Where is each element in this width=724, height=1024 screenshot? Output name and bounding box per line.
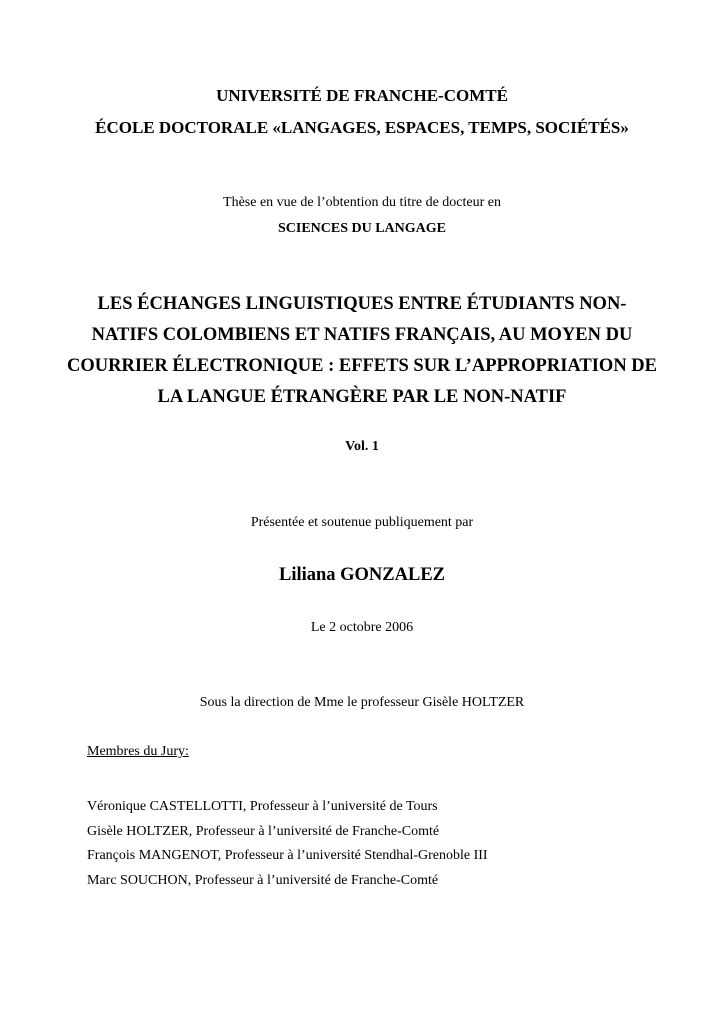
thesis-title-line: LES ÉCHANGES LINGUISTIQUES ENTRE ÉTUDIANTS NON- [97, 294, 627, 314]
thesis-intro: Thèse en vue de l’obtention du titre de docteur en [223, 195, 501, 210]
thesis-title-line: COURRIER ÉLECTRONIQUE : EFFETS SUR L’APPROPRIATION DE [66, 356, 658, 376]
volume-number: Vol. 1 [345, 439, 379, 454]
thesis-director: Sous la direction de Mme le professeur Gisèle HOLTZER [199, 695, 525, 710]
thesis-discipline: SCIENCES DU LANGAGE [277, 221, 447, 236]
thesis-title-line: LA LANGUE ÉTRANGÈRE PAR LE NON-NATIF [157, 387, 567, 407]
university-name: UNIVERSITÉ DE FRANCHE-COMTÉ [216, 86, 508, 105]
jury-member: Gisèle HOLTZER, Professeur à l’université de Franche-Comté [87, 823, 440, 839]
doctoral-school-name: ÉCOLE DOCTORALE «LANGAGES, ESPACES, TEMPS, SOCIÉTÉS» [95, 118, 629, 137]
jury-member: Véronique CASTELLOTTI, Professeur à l’université de Tours [87, 799, 438, 814]
jury-member: Marc SOUCHON, Professeur à l’université de Franche-Comté [87, 872, 439, 888]
jury-member-list [87, 795, 488, 893]
thesis-title-line: NATIFS COLOMBIENS ET NATIFS FRANÇAIS, AU MOYEN DU [91, 325, 633, 345]
presented-by-label: Présentée et soutenue publiquement par [250, 515, 474, 530]
author-name: Liliana GONZALEZ [278, 565, 446, 585]
jury-heading: Membres du Jury: [87, 744, 189, 759]
thesis-title [0, 289, 724, 413]
jury-member: François MANGENOT, Professeur à l’université Stendhal-Grenoble III [87, 848, 488, 863]
defense-date: Le 2 octobre 2006 [310, 620, 414, 635]
